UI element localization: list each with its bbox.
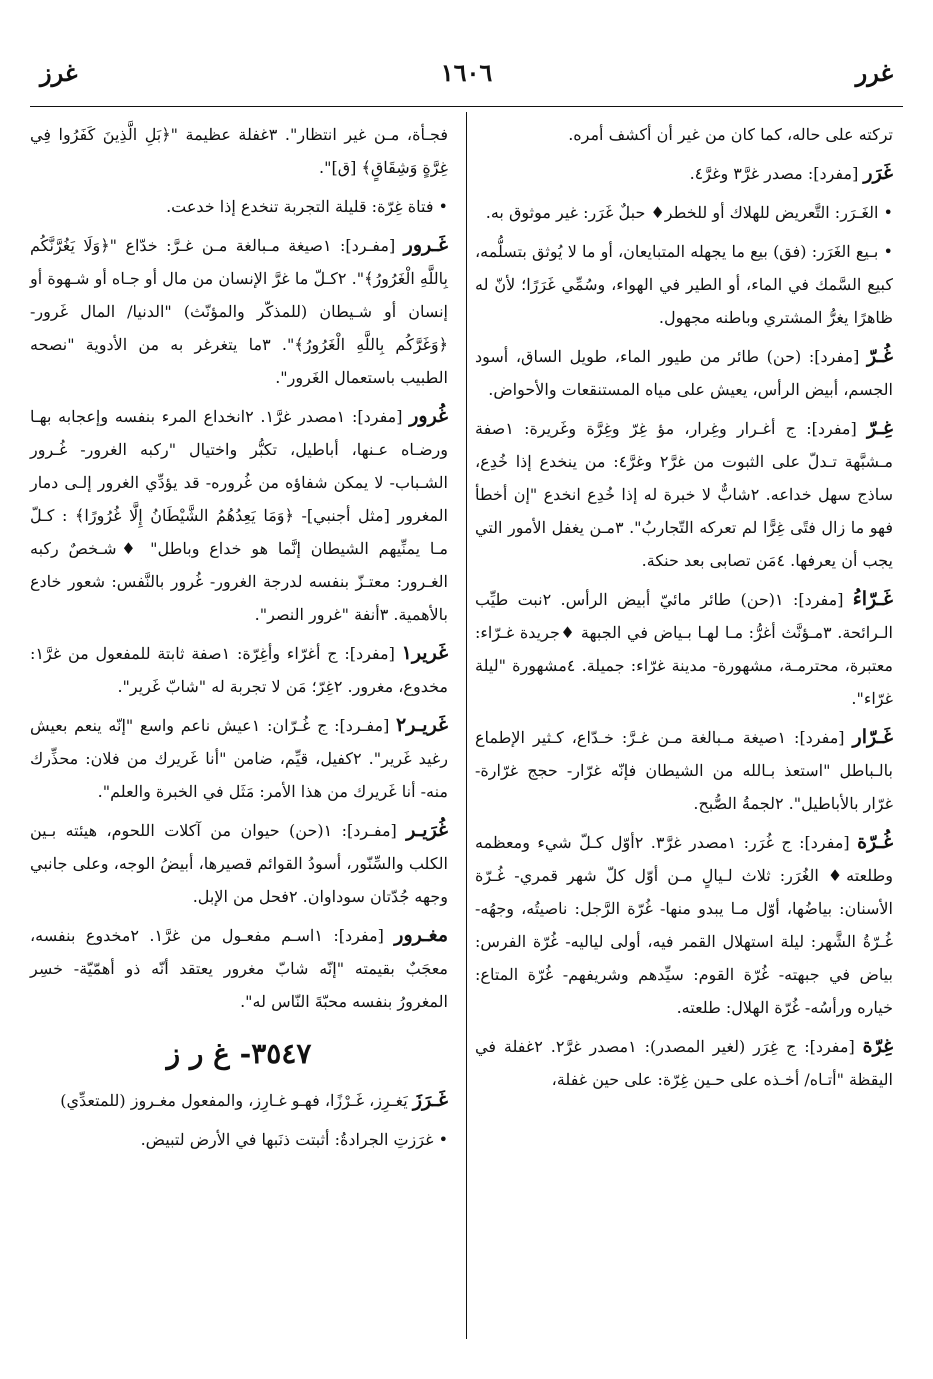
page-header <box>40 58 893 98</box>
entry-headword: غُرَيـر <box>406 819 448 841</box>
header-root-word-left: غرز <box>40 58 78 87</box>
dictionary-entry <box>475 157 893 190</box>
dictionary-entry <box>475 1030 893 1096</box>
entry-definition: [مفرد]: ١صيغة مـبالغة مـن غـرَّ: خـدّاع، كـثير الإطماع بالـباطل "استعذ بـالله من الشيطان فإنّه غرّار- حجج غرّارة- غرّار بالأباطيل". ٢لجمةُ الصُّبح. <box>475 728 893 813</box>
dictionary-entry <box>475 412 893 577</box>
dictionary-entry <box>475 118 893 151</box>
entry-headword: غَرير١ <box>401 642 449 664</box>
entry-definition: • الغَـرَر: التَّعريض للهلاك أو للخطر♦ حبلٌ غَرَر: غير موثوق به. <box>485 203 893 222</box>
entry-definition: [مفرد]: ج أغـرار وغِرار، مؤ غِرّ وغِرَّة وغَريرة: ١صفة مـشبَّهة تـدلّ على الثبوت من غرَّ٢ وغرَّ٤: من ينخدع إذا خُدِع، ساذج سهل خداعه. ٢شابٌّ لا خبرة له إذا خُدِع انخدع "إن أخطأ فهو ما زال فتًى غِرًّا لم تعركه التّجاربُ". ٣مـن يغفل الأمور التي يجب أن يعرفها. ٤مَن تصابى بعد حنكة. <box>475 419 893 570</box>
entry-definition: [مفرد]: ١(حن) طائر مائيّ أبيض الرأس. ٢نبت طيِّب الـرائحة. ٣مـؤنَّث أغرُّ: مـا لهـا بـياض في الجبهة ♦جريدة غـرّاء: معتبرة، محترمـة، مشهورة- مدينة غرّاء: جميلة. ٤مشهورة "ليلة غرّاء". <box>475 590 894 708</box>
entry-headword: غَريـر٢ <box>396 714 448 736</box>
header-root-word-right: غرر <box>855 58 893 87</box>
dictionary-entry <box>475 826 893 1024</box>
entry-headword: غَـرّاءُ <box>852 588 893 610</box>
left-column <box>30 118 448 1162</box>
entry-definition: [مفرد]: ج غِرَر (لغير المصدر): ١مصدر غرَّ٢. ٢غفلة في اليقظة "أتـاه/ أخـذه على حـين غِرّة: على حين غفلة، <box>475 1037 893 1089</box>
entry-headword: غُرور <box>409 405 448 427</box>
entry-headword: غِرّة <box>862 1035 893 1057</box>
page-number: ١٦٠٦ <box>440 58 493 87</box>
dictionary-entry <box>30 919 448 1018</box>
dictionary-entry <box>475 583 893 715</box>
right-column <box>475 118 893 1102</box>
dictionary-entry <box>475 235 893 334</box>
dictionary-entry <box>30 400 448 631</box>
entry-headword: غَرَر <box>863 162 893 184</box>
dictionary-entry <box>475 721 893 820</box>
dictionary-entry <box>30 709 448 808</box>
entry-definition: [مفرد]: مصدر غرَّ٣ وغرَّ٤. <box>689 164 864 183</box>
entry-definition: فجـأة، مـن غير انتظار". ٣غفلة عظيمة "﴿بَلِ الَّذِينَ كَفَرُوا فِي غِرَّةٍ وَشِقَاقٍ﴾ [ق]". <box>30 125 448 177</box>
entry-headword: غَـرور <box>403 234 448 256</box>
entry-headword: غَـرَزَ <box>412 1089 448 1111</box>
dictionary-entry <box>30 1123 448 1156</box>
dictionary-entry <box>30 814 448 913</box>
entry-definition: • بـيع الغَرَر: (فق) بيع ما يجهله المتبايعان، أو ما لا يُوثق بتسلُّمه، كبيع السَّمك في الماء، أو الطير في الهواء، وسُمِّي غَرَرًا؛ لأنّ له ظاهرًا يغرُّ المشتري وباطنه مجهول. <box>475 242 893 327</box>
entry-definition: [مفرد]: ١مصدر غرَّ١. ٢انخداع المرء بنفسه وإعجابه بهـا ورضـاه عـنها، أباطيل، تكبُّر واختيال "ركبه الغرور- غُـرور الشـباب- لا يمكن شفاؤه من غُروره- قد يؤدِّي الغرور إلـى دمار المغرور [مثل أجنبي]- ﴿وَمَا يَعِدُهُمُ الشَّيْطَانُ إِلَّا غُرُورًا﴾ : كـلّ مـا يمنِّيهم الشيطان إنَّما هو خداع وباطل" ♦شـخصٌ ركبه الغـرور: معتـزّ بنفسه لدرجة الغرور- غُرور بالنَّفس: شعور خادع بالأهمية. ٣أنفة "غرور النصر". <box>30 407 449 624</box>
entry-definition: [مفرد]: ١اسـم مفعـول من غرَّ١. ٢مخدوع بنفسه، معجَبٌ بقيمته "إنّه شابّ مغرور يعتقد أنّه ذو أهمّيّة- خسِر المغرورُ بنفسه محبّةَ النّاس له". <box>30 926 448 1011</box>
dictionary-entry <box>30 637 448 703</box>
entry-definition: [مفرد]: (حن) طائر من طيور الماء، طويل الساق، أسود الجسم، أبيض الرأس، يعيش على مياه المستنقعات والأحواض. <box>475 347 893 399</box>
dictionary-entry <box>30 118 448 184</box>
entry-headword: غَـرّار <box>852 726 893 748</box>
dictionary-entry <box>475 196 893 229</box>
entry-definition: • فتاة غِرّة: قليلة التجربة تنخدع إذا خدعت. <box>166 197 448 216</box>
entry-definition: [مفـرد]: ج غُـرّان: ١عيش ناعم واسع "إنّه ينعم بعيش رغيد غَرير". ٢كفيل، قيِّم، ضامن "أنا غَريرك من فلان: محذِّرك منه- أنا غَريرك من هذا الأمر: مَثَل في الخبرة والعلم". <box>30 716 449 801</box>
root-section-heading: ٣٥٤٧- غ ر ز <box>166 1037 312 1070</box>
entry-definition: [مفرد]: ج أغرّاء وأغِرّة: ١صفة ثابتة للمفعول من غرَّ١: مخدوع، مغرور. ٢غِرّ؛ مَن لا تجربة له "شابّ غَرير". <box>30 644 448 696</box>
entry-headword: غِـرّ <box>867 417 893 439</box>
entry-headword: مغـرور <box>394 924 449 946</box>
dictionary-entry <box>30 229 448 394</box>
dictionary-entry <box>30 190 448 223</box>
entry-definition: تركته على حاله، كما كان من غير أن أكشف أمره. <box>568 125 893 144</box>
header-rule <box>30 106 903 107</box>
entry-definition: [مفرد]: ج غُرَر: ١مصدر غرَّ٣. ٢أوّل كـلّ شيء ومعظمه وطلعته♦ الغُرَر: ثلاث لـيالٍ مـن أوّل كلّ شهر قمري- غُـرّة الأسنان: بياضُها، أوّل مـا يبدو منها- غُرّة الرَّجل: ناصيتُه، وجهُه- غُـرّةُ الشَّهر: ليلة استهلال القمر فيه، أولى لياليه- غُرّة الفرس: بياض في جبهته- غُرّة القوم: سيِّدهم وشريفهم- غُرّة المتاع: خياره ورأسُه- غُرّة الهلال: طلعته. <box>475 833 893 1017</box>
entry-definition: يَغـرِز، غَـرْزًا، فهـو غـارِز، والمفعول مغـروز (للمتعدِّي) <box>60 1091 413 1110</box>
entry-definition: [مفـرد]: ١(حن) حيوان من آكلات اللحوم، هيئته بـين الكلب والسِّنّور، أسودُ القوائم قصيرها، أبيضُ الوجه، وعلى جانبي وجهه جُدّتان سوداوان. ٢فحل من الإبل. <box>30 821 448 906</box>
entry-headword: غُـرّة <box>857 831 894 853</box>
entry-definition: [مفـرد]: ١صيغة مـبالغة مـن غـرَّ: خدّاع "﴿وَلَا يَغُرَّنَّكُم بِاللَّهِ الْغَرُورُ﴾". ٢كـلّ ما غرَّ الإنسان من مال أو جـاه أو شـهوة أو إنسان أو شـيطان (للمذكّر والمؤنّث) "الدنيا/ المال غَرور- ﴿وَغَرَّكُم بِاللَّهِ الْغَرُورُ﴾". ٣ما يتغرغر به من الأدوية "نصحه الطبيب باستعمال الغَرور". <box>30 236 449 387</box>
column-divider <box>466 112 467 1339</box>
entry-definition: • غرَزتِ الجرادةُ: أثبتت ذنَبها في الأرض لتبيض. <box>140 1130 448 1149</box>
dictionary-entry <box>475 340 893 406</box>
dictionary-entry <box>30 1084 448 1117</box>
entry-headword: غُـرّ <box>867 345 893 367</box>
